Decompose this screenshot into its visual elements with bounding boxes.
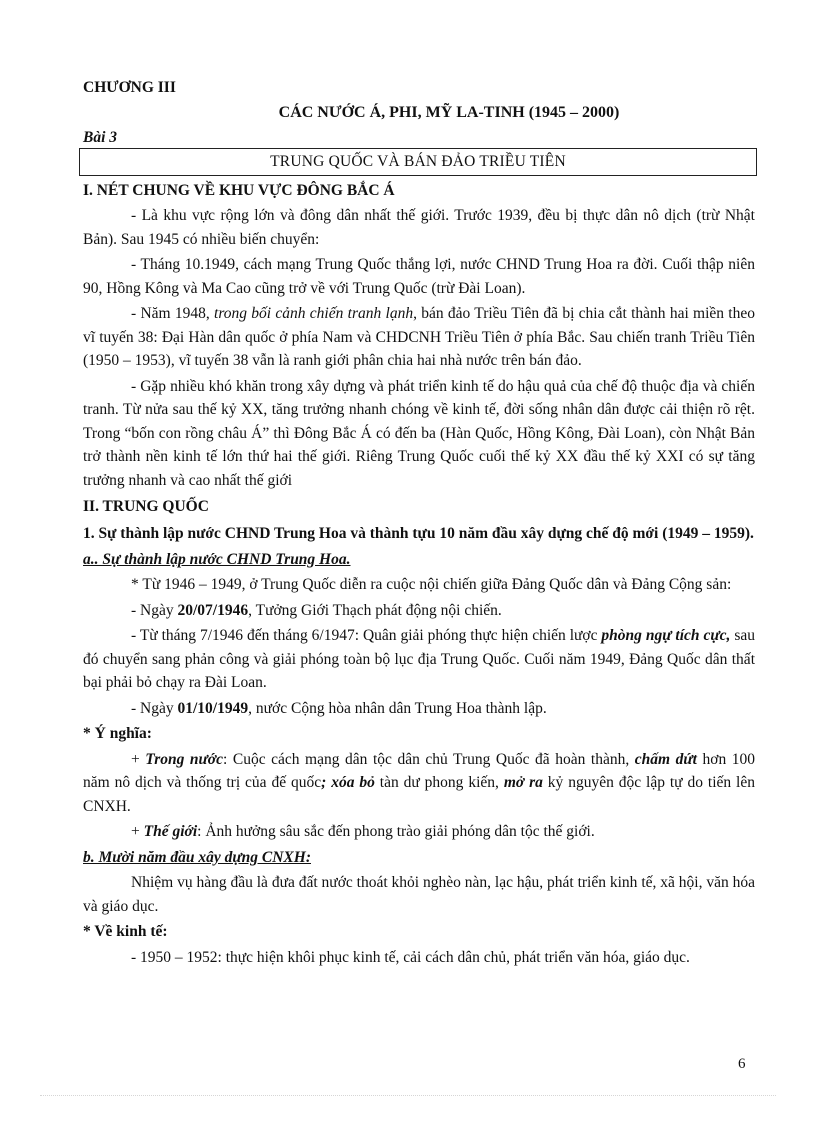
paragraph — [83, 748, 755, 819]
emphasis-text: chấm dứt — [634, 750, 697, 768]
text-run: + — [131, 750, 146, 768]
text-run: - Từ tháng 7/1946 đến tháng 6/1947: Quân giải phóng thực hiện chiến lược — [131, 627, 602, 644]
paragraph — [83, 820, 755, 844]
italic-text: trong bối cảnh chiến tranh lạnh — [214, 305, 414, 322]
economy-heading: * Về kinh tế: — [83, 923, 168, 940]
emphasis-text: ; xóa bỏ — [321, 774, 375, 791]
paragraph: - 1950 – 1952: thực hiện khôi phục kinh tế, cải cách dân chủ, phát triển văn hóa, giáo dục. — [131, 948, 690, 966]
text-run: : Cuộc cách mạng dân tộc dân chủ Trung Quốc đã hoàn thành, — [223, 750, 635, 768]
text-run: , bán đảo Triều Tiên đã bị chia cắt thành hai miền theo vĩ tuyến 38: Đại Hàn dân quốc ở phía Nam và CHDCNH Triều Tiên ở phía Bắc. Sau chiến tranh Triều Tiên (1950 – 1953), vĩ tuyến 38 vẫn là ranh giới phân chia hai nhà nước trên bán đảo. — [83, 305, 755, 369]
emphasis-text: mở ra — [503, 774, 543, 791]
paragraph: - Tháng 10.1949, cách mạng Trung Quốc thắng lợi, nước CHND Trung Hoa ra đời. Cuối thập niên 90, Hồng Kông và Ma Cao cũng trở về với Trung Quốc (trừ Đài Loan). — [83, 256, 755, 297]
emphasis-text: phòng ngự tích cực, — [601, 627, 731, 644]
paragraph — [83, 624, 755, 695]
chapter-heading: CHƯƠNG III — [83, 79, 176, 96]
text-run: : Ảnh hưởng sâu sắc đến phong trào giải phóng dân tộc thế giới. — [197, 823, 595, 840]
text-run: sau đó chuyển sang phản công và giải phóng toàn bộ lục địa Trung Quốc. Cuối năm 1949, Đảng Quốc dân thất bại phải bỏ chạy ra Đài Loan. — [83, 627, 756, 691]
emphasis-text: Trong nước — [145, 750, 223, 768]
text-run: kỷ nguyên độc lập tự do tiến lên CNXH. — [83, 774, 755, 815]
text-run: , Tưởng Giới Thạch phát động nội chiến. — [248, 601, 502, 619]
document-page — [83, 72, 755, 969]
subsection-b-heading: b. Mười năm đầu xây dựng CNXH: — [83, 848, 311, 866]
section-heading-1: I. NÉT CHUNG VỀ KHU VỰC ĐÔNG BẮC Á — [83, 182, 395, 199]
part-title: CÁC NƯỚC Á, PHI, MỸ LA-TINH (1945 – 2000) — [278, 104, 620, 121]
subsection-a-heading: a.. Sự thành lập nước CHND Trung Hoa. — [83, 550, 351, 568]
page-number: 6 — [738, 1056, 746, 1072]
text-run: - Ngày — [131, 601, 178, 619]
text-run: - Năm 1948, — [131, 305, 215, 322]
text-run: hơn 100 năm nô dịch và thống trị của đế quốc — [83, 750, 755, 791]
text-run: tàn dư phong kiến, — [374, 774, 504, 791]
lesson-label: Bài 3 — [83, 129, 118, 146]
paragraph — [83, 599, 755, 623]
text-run: + — [131, 823, 144, 840]
paragraph — [83, 302, 755, 373]
lesson-title-box: TRUNG QUỐC VÀ BÁN ĐẢO TRIỀU TIÊN — [79, 148, 757, 176]
paragraph: * Từ 1946 – 1949, ở Trung Quốc diễn ra cuộc nội chiến giữa Đảng Quốc dân và Đảng Cộng sản: — [131, 576, 732, 593]
subsection-heading: 1. Sự thành lập nước CHND Trung Hoa và thành tựu 10 năm đầu xây dựng chế độ mới (1949 – 1959). — [83, 525, 754, 542]
text-run: - Ngày — [131, 699, 178, 717]
text-run: , nước Cộng hòa nhân dân Trung Hoa thành lập. — [248, 699, 547, 717]
paragraph: - Gặp nhiều khó khăn trong xây dựng và phát triển kinh tế do hậu quả của chế độ thuộc địa và chiến tranh. Từ nửa sau thế kỷ XX, tăng trưởng nhanh chóng về kinh tế, đời sống nhân dân được cải thiện rõ rệt. Trong “bốn con rồng châu Á” thì Đông Bắc Á có đến ba (Hàn Quốc, Hồng Kông, Đài Loan), còn Nhật Bản trở thành nền kinh tế lớn thứ hai thế giới. Riêng Trung Quốc cuối thế kỷ XX đầu thế kỷ XXI có sự tăng trưởng nhanh và cao nhất thế giới — [83, 377, 755, 489]
bold-date: 01/10/1949 — [177, 699, 249, 717]
emphasis-text: Thế giới — [143, 823, 198, 840]
meaning-heading: * Ý nghĩa: — [83, 725, 152, 742]
paragraph: - Là khu vực rộng lớn và đông dân nhất thế giới. Trước 1939, đều bị thực dân nô dịch (trừ Nhật Bản). Sau 1945 có nhiều biến chuyển: — [83, 207, 755, 248]
bold-date: 20/07/1946 — [177, 601, 249, 619]
paragraph — [83, 697, 755, 721]
paragraph: Nhiệm vụ hàng đầu là đưa đất nước thoát khỏi nghèo nàn, lạc hậu, phát triển kinh tế, xã hội, văn hóa và giáo dục. — [83, 874, 755, 915]
section-heading-2: II. TRUNG QUỐC — [83, 498, 209, 515]
footer-divider — [40, 1095, 776, 1096]
